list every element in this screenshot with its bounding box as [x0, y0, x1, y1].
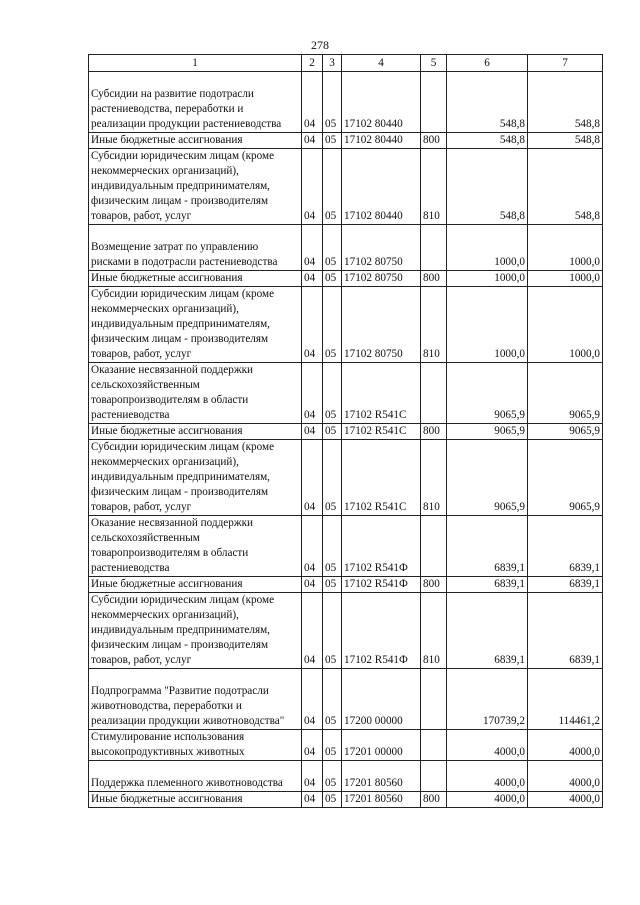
row-name-cell: Субсидии юридическим лицам (кроме некоммерческих организаций), индивидуальным предпринимателям, физическим лицам - производителям товаров, работ, услуг	[89, 440, 302, 516]
row-name-cell: Стимулирование использования высокопродуктивных животных	[89, 730, 302, 761]
table-row	[89, 730, 603, 761]
expense-type-cell	[421, 225, 447, 271]
table-row	[89, 133, 603, 149]
table-row	[89, 271, 603, 287]
amount-col7-cell: 548,8	[528, 149, 603, 225]
expense-type-cell	[421, 72, 447, 133]
expense-type-cell: 800	[421, 577, 447, 593]
expense-type-cell	[421, 669, 447, 730]
subsection-code-cell: 05	[323, 761, 342, 792]
subsection-code-cell: 05	[323, 669, 342, 730]
subsection-code-cell: 05	[323, 577, 342, 593]
target-article-cell: 17102 80750	[342, 271, 421, 287]
section-code-cell: 04	[302, 225, 323, 271]
expense-type-cell: 800	[421, 424, 447, 440]
amount-col6-cell: 9065,9	[447, 440, 528, 516]
amount-col7-cell: 114461,2	[528, 669, 603, 730]
header-cell-5: 5	[421, 55, 447, 72]
header-cell-1: 1	[89, 55, 302, 72]
table-row	[89, 424, 603, 440]
amount-col7-cell: 6839,1	[528, 577, 603, 593]
amount-col7-cell: 1000,0	[528, 287, 603, 363]
subsection-code-cell: 05	[323, 363, 342, 424]
target-article-cell: 17102 R541Ф	[342, 593, 421, 669]
amount-col6-cell: 1000,0	[447, 287, 528, 363]
table-row	[89, 669, 603, 730]
amount-col7-cell: 9065,9	[528, 363, 603, 424]
row-name-cell: Иные бюджетные ассигнования	[89, 577, 302, 593]
amount-col6-cell: 1000,0	[447, 225, 528, 271]
expense-type-cell: 810	[421, 287, 447, 363]
row-name-cell: Субсидии юридическим лицам (кроме некоммерческих организаций), индивидуальным предпринимателям, физическим лицам - производителям товаров, работ, услуг	[89, 149, 302, 225]
header-row	[89, 55, 603, 72]
amount-col6-cell: 548,8	[447, 72, 528, 133]
row-name-cell: Иные бюджетные ассигнования	[89, 271, 302, 287]
table-row	[89, 72, 603, 133]
expense-type-cell	[421, 730, 447, 761]
target-article-cell: 17102 80440	[342, 133, 421, 149]
section-code-cell: 04	[302, 761, 323, 792]
row-name-cell: Оказание несвязанной поддержки сельскохозяйственным товаропроизводителям в области растениеводства	[89, 516, 302, 577]
row-name-cell: Субсидии юридическим лицам (кроме некоммерческих организаций), индивидуальным предпринимателям, физическим лицам - производителям товаров, работ, услуг	[89, 287, 302, 363]
subsection-code-cell: 05	[323, 516, 342, 577]
amount-col6-cell: 9065,9	[447, 424, 528, 440]
amount-col6-cell: 6839,1	[447, 577, 528, 593]
row-name-cell: Иные бюджетные ассигнования	[89, 424, 302, 440]
header-cell-6: 6	[447, 55, 528, 72]
section-code-cell: 04	[302, 72, 323, 133]
row-name-cell: Субсидии юридическим лицам (кроме некоммерческих организаций), индивидуальным предпринимателям, физическим лицам - производителям товаров, работ, услуг	[89, 593, 302, 669]
target-article-cell: 17102 R541Ф	[342, 516, 421, 577]
table-row	[89, 440, 603, 516]
expense-type-cell: 800	[421, 133, 447, 149]
section-code-cell: 04	[302, 577, 323, 593]
amount-col7-cell: 1000,0	[528, 225, 603, 271]
amount-col7-cell: 6839,1	[528, 516, 603, 577]
expense-type-cell: 810	[421, 593, 447, 669]
subsection-code-cell: 05	[323, 133, 342, 149]
subsection-code-cell: 05	[323, 440, 342, 516]
table-row	[89, 593, 603, 669]
amount-col6-cell: 4000,0	[447, 761, 528, 792]
amount-col6-cell: 1000,0	[447, 271, 528, 287]
target-article-cell: 17201 80560	[342, 792, 421, 808]
subsection-code-cell: 05	[323, 424, 342, 440]
amount-col7-cell: 548,8	[528, 133, 603, 149]
subsection-code-cell: 05	[323, 593, 342, 669]
page-number: 278	[311, 38, 329, 52]
target-article-cell: 17200 00000	[342, 669, 421, 730]
target-article-cell: 17102 80440	[342, 149, 421, 225]
amount-col6-cell: 548,8	[447, 149, 528, 225]
amount-col6-cell: 170739,2	[447, 669, 528, 730]
subsection-code-cell: 05	[323, 287, 342, 363]
subsection-code-cell: 05	[323, 730, 342, 761]
header-cell-2: 2	[302, 55, 323, 72]
expense-type-cell: 800	[421, 271, 447, 287]
row-name-cell: Субсидии на развитие подотрасли растениеводства, переработки и реализации продукции растениеводства	[89, 72, 302, 133]
section-code-cell: 04	[302, 730, 323, 761]
section-code-cell: 04	[302, 669, 323, 730]
amount-col7-cell: 1000,0	[528, 271, 603, 287]
target-article-cell: 17201 00000	[342, 730, 421, 761]
target-article-cell: 17102 R541Ф	[342, 577, 421, 593]
amount-col6-cell: 548,8	[447, 133, 528, 149]
row-name-cell: Иные бюджетные ассигнования	[89, 133, 302, 149]
section-code-cell: 04	[302, 133, 323, 149]
table-row	[89, 761, 603, 792]
expense-type-cell	[421, 516, 447, 577]
subsection-code-cell: 05	[323, 149, 342, 225]
target-article-cell: 17102 R541C	[342, 440, 421, 516]
section-code-cell: 04	[302, 363, 323, 424]
row-name-cell: Подпрограмма "Развитие подотрасли животноводства, переработки и реализации продукции животноводства"	[89, 669, 302, 730]
amount-col7-cell: 4000,0	[528, 792, 603, 808]
target-article-cell: 17102 R541C	[342, 424, 421, 440]
expense-type-cell	[421, 761, 447, 792]
amount-col6-cell: 6839,1	[447, 593, 528, 669]
subsection-code-cell: 05	[323, 271, 342, 287]
table-body	[89, 72, 603, 808]
table-row	[89, 577, 603, 593]
table-row	[89, 516, 603, 577]
amount-col7-cell: 9065,9	[528, 424, 603, 440]
amount-col6-cell: 4000,0	[447, 730, 528, 761]
row-name-cell: Поддержка племенного животноводства	[89, 761, 302, 792]
amount-col6-cell: 6839,1	[447, 516, 528, 577]
section-code-cell: 04	[302, 792, 323, 808]
amount-col7-cell: 6839,1	[528, 593, 603, 669]
target-article-cell: 17102 80440	[342, 72, 421, 133]
amount-col7-cell: 4000,0	[528, 730, 603, 761]
table-row	[89, 287, 603, 363]
target-article-cell: 17102 80750	[342, 225, 421, 271]
amount-col7-cell: 9065,9	[528, 440, 603, 516]
subsection-code-cell: 05	[323, 72, 342, 133]
amount-col6-cell: 9065,9	[447, 363, 528, 424]
section-code-cell: 04	[302, 440, 323, 516]
table-row	[89, 225, 603, 271]
section-code-cell: 04	[302, 149, 323, 225]
section-code-cell: 04	[302, 516, 323, 577]
section-code-cell: 04	[302, 593, 323, 669]
row-name-cell: Возмещение затрат по управлению рисками в подотрасли растениеводства	[89, 225, 302, 271]
subsection-code-cell: 05	[323, 792, 342, 808]
expense-type-cell: 800	[421, 792, 447, 808]
section-code-cell: 04	[302, 424, 323, 440]
amount-col7-cell: 4000,0	[528, 761, 603, 792]
header-cell-7: 7	[528, 55, 603, 72]
budget-table	[88, 54, 603, 808]
target-article-cell: 17201 80560	[342, 761, 421, 792]
amount-col7-cell: 548,8	[528, 72, 603, 133]
expense-type-cell: 810	[421, 149, 447, 225]
row-name-cell: Оказание несвязанной поддержки сельскохозяйственным товаропроизводителям в области растениеводства	[89, 363, 302, 424]
expense-type-cell: 810	[421, 440, 447, 516]
section-code-cell: 04	[302, 287, 323, 363]
table-row	[89, 792, 603, 808]
subsection-code-cell: 05	[323, 225, 342, 271]
header-cell-4: 4	[342, 55, 421, 72]
section-code-cell: 04	[302, 271, 323, 287]
table-row	[89, 149, 603, 225]
target-article-cell: 17102 80750	[342, 287, 421, 363]
target-article-cell: 17102 R541C	[342, 363, 421, 424]
header-cell-3: 3	[323, 55, 342, 72]
expense-type-cell	[421, 363, 447, 424]
table-row	[89, 363, 603, 424]
row-name-cell: Иные бюджетные ассигнования	[89, 792, 302, 808]
amount-col6-cell: 4000,0	[447, 792, 528, 808]
